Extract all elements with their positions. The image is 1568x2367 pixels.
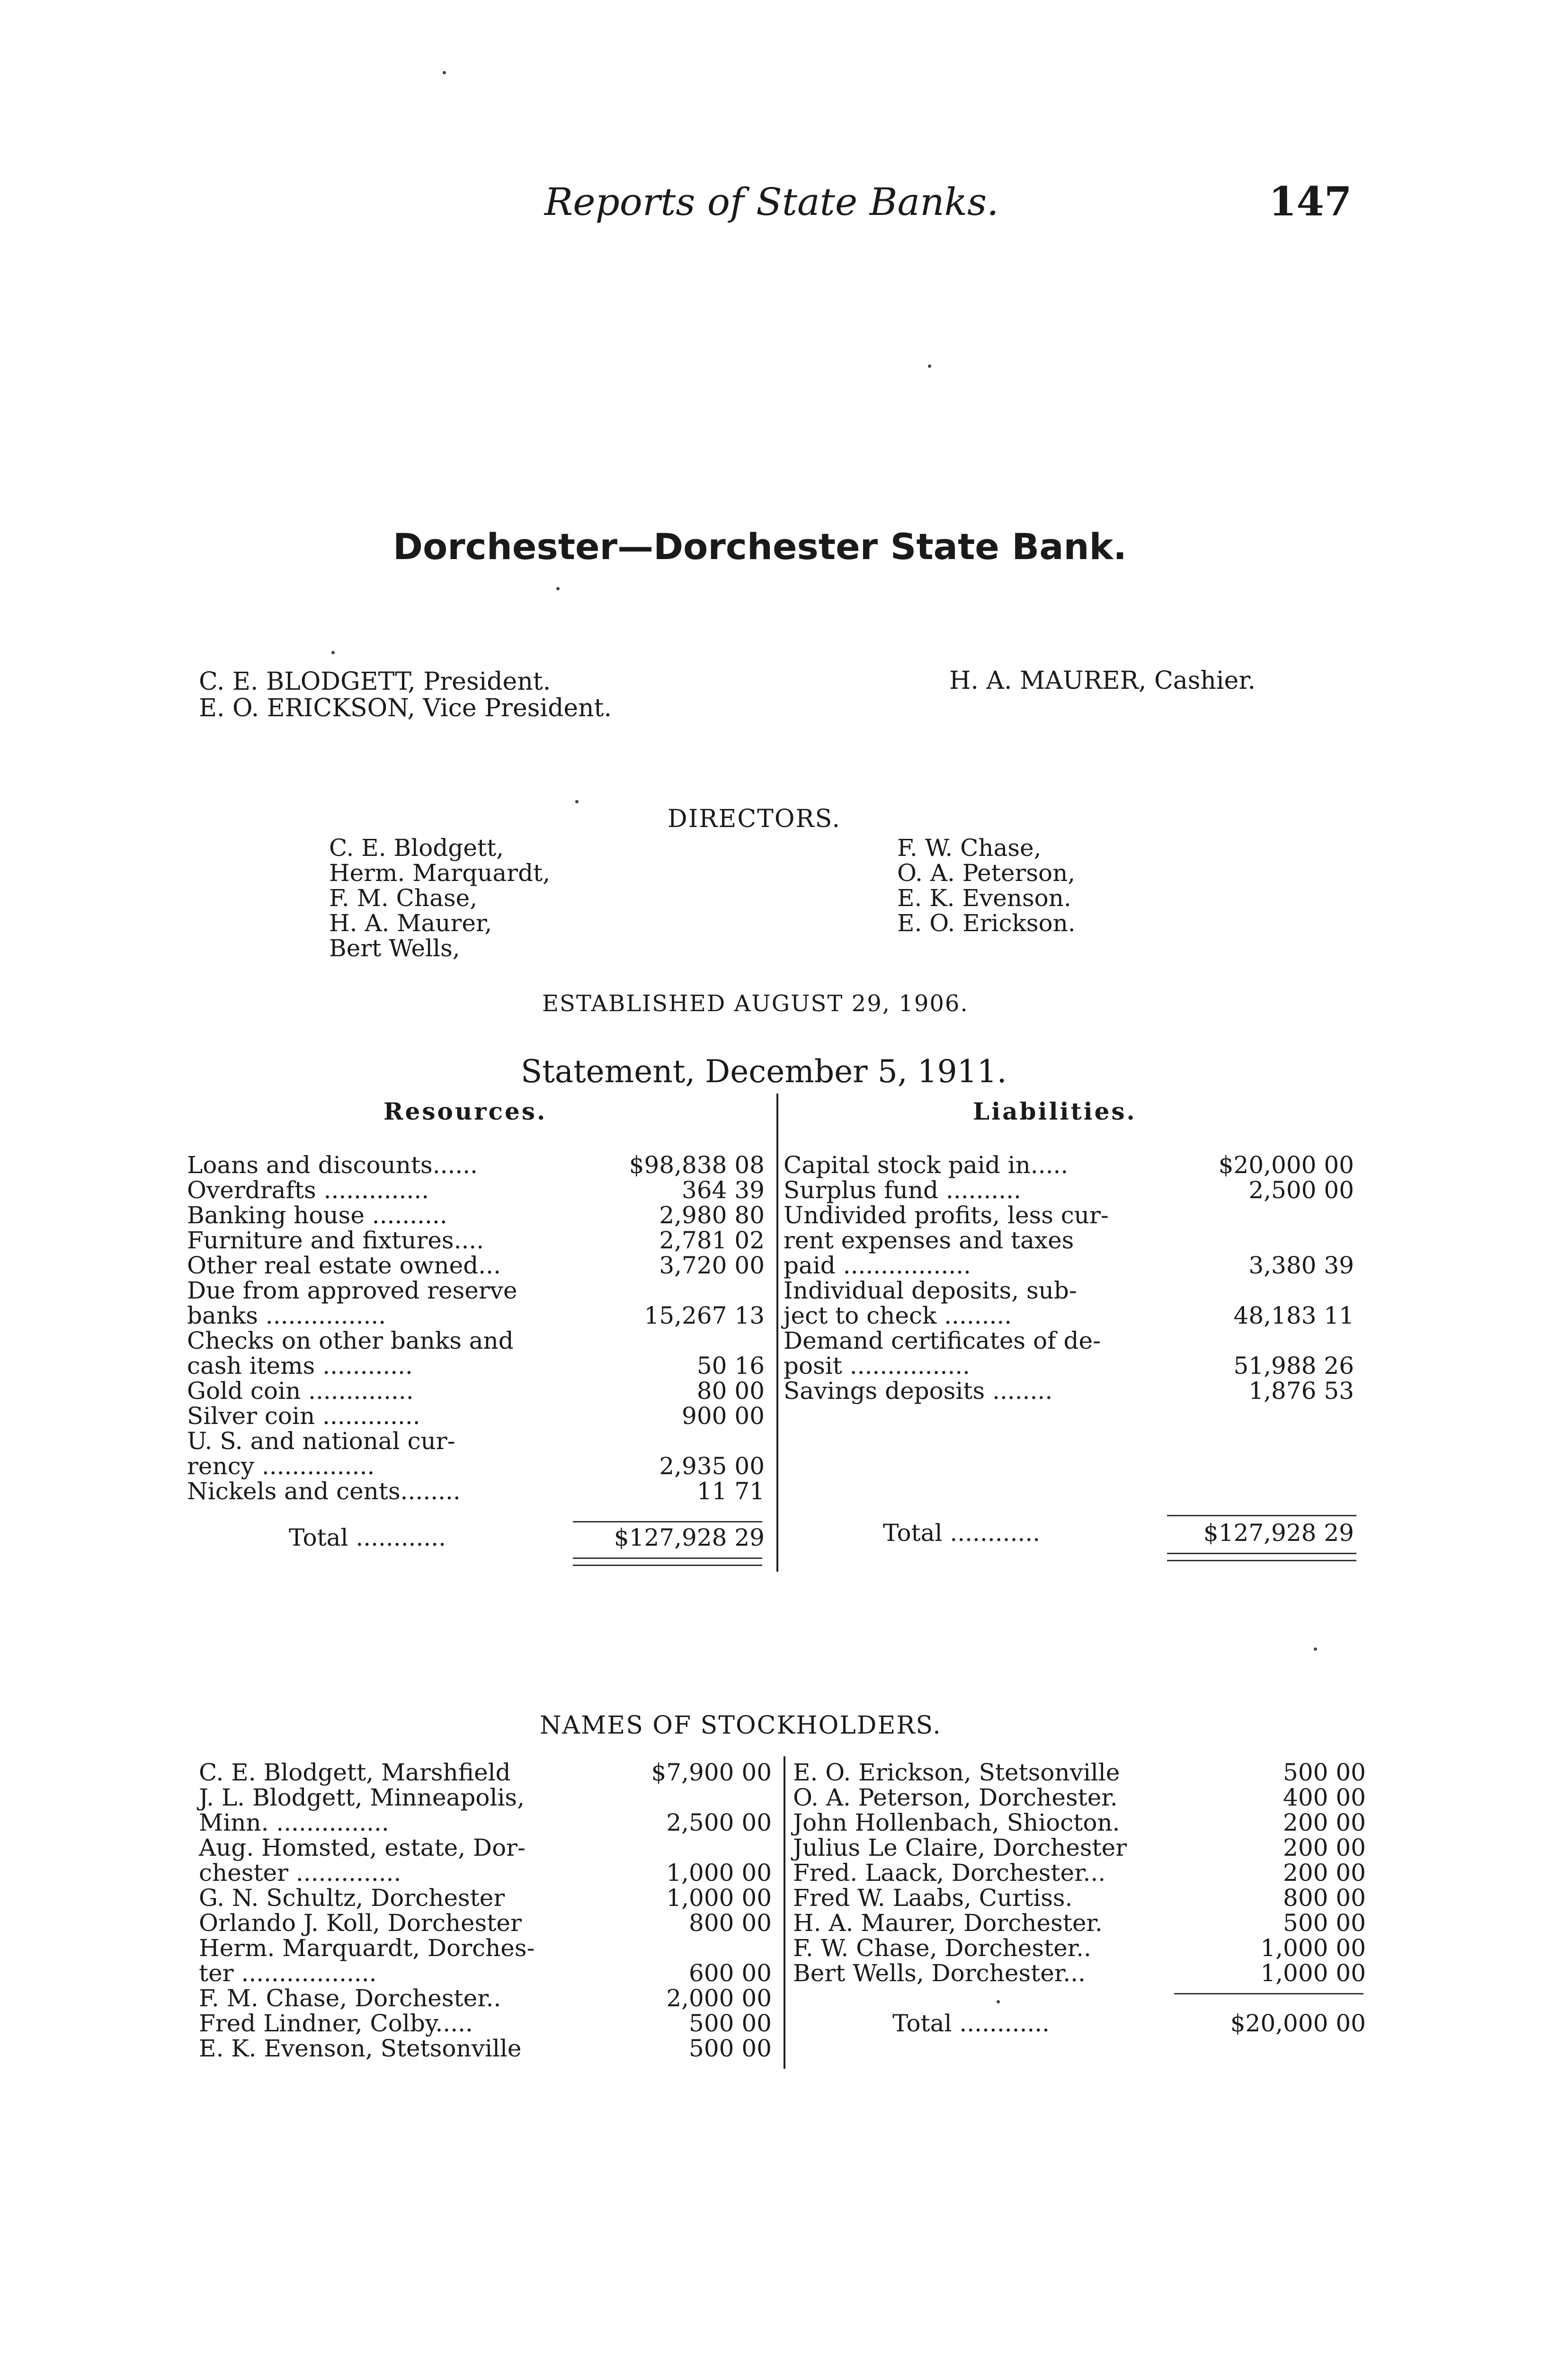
row-amount: 3,380 39 xyxy=(1248,1252,1354,1279)
stockholder-name: F. M. Chase, Dorchester.. xyxy=(199,1984,501,2012)
officer-vice-president: E. O. ERICKSON, Vice President. xyxy=(199,694,612,722)
statement-column-rule xyxy=(776,1094,778,1572)
table-row xyxy=(187,1253,765,1278)
row-amount: 2,935 00 xyxy=(659,1452,765,1480)
table-row xyxy=(784,1178,1354,1203)
row-label: banks ................ xyxy=(187,1302,386,1329)
stockholder-name: E. O. Erickson, Stetsonville xyxy=(793,1759,1120,1786)
stockholder-amount: 1,000 00 xyxy=(666,1859,772,1886)
list-item xyxy=(199,1936,772,1961)
total-row xyxy=(892,2011,1366,2036)
stockholder-name: Fred W. Laabs, Curtiss. xyxy=(793,1884,1073,1912)
stockholder-amount: 200 00 xyxy=(1283,1859,1366,1886)
row-label: Nickels and cents........ xyxy=(187,1477,461,1505)
total-row xyxy=(883,1521,1354,1546)
director-name: C. E. Blodgett, xyxy=(329,834,504,862)
scan-speck xyxy=(928,365,931,368)
stockholder-amount: 2,500 00 xyxy=(666,1809,772,1836)
stockholders-column-rule xyxy=(784,1756,785,2069)
table-row xyxy=(784,1303,1354,1328)
stockholder-name: Fred. Laack, Dorchester... xyxy=(793,1859,1106,1886)
table-row xyxy=(784,1203,1354,1228)
row-amount: 2,781 02 xyxy=(659,1227,765,1254)
stockholder-amount: 2,000 00 xyxy=(666,1984,772,2012)
list-item xyxy=(793,1961,1366,1986)
liabilities-total-amount: $127,928 29 xyxy=(1203,1519,1354,1547)
statement-title: Statement, December 5, 1911. xyxy=(521,1053,1007,1090)
list-item xyxy=(199,1886,772,1911)
row-label: Overdrafts .............. xyxy=(187,1176,429,1204)
scan-speck xyxy=(1314,1647,1317,1651)
row-label: Silver coin ............. xyxy=(187,1402,420,1430)
table-row xyxy=(187,1153,765,1178)
table-row xyxy=(187,1429,765,1454)
stockholder-name: Herm. Marquardt, Dorches- xyxy=(199,1934,535,1962)
table-row xyxy=(187,1278,765,1303)
stockholder-amount: 800 00 xyxy=(1283,1884,1366,1912)
list-item xyxy=(793,1810,1366,1835)
row-amount: $98,838 08 xyxy=(629,1151,765,1179)
row-label: Savings deposits ........ xyxy=(784,1377,1053,1405)
row-amount: 900 00 xyxy=(682,1402,765,1430)
list-item xyxy=(793,1860,1366,1886)
row-label: U. S. and national cur- xyxy=(187,1427,455,1455)
officers-left xyxy=(199,668,612,721)
resources-table xyxy=(187,1153,765,1504)
row-label: Capital stock paid in..... xyxy=(784,1151,1069,1179)
row-label: Undivided profits, less cur- xyxy=(784,1201,1109,1229)
stockholder-name: Orlando J. Koll, Dorchester xyxy=(199,1909,522,1937)
scan-speck xyxy=(997,2000,1000,2003)
row-label: Due from approved reserve xyxy=(187,1277,517,1304)
directors-left-list xyxy=(329,836,550,961)
stockholders-heading: NAMES OF STOCKHOLDERS. xyxy=(540,1711,942,1740)
director-name: Herm. Marquardt, xyxy=(329,859,551,887)
row-label: Loans and discounts...... xyxy=(187,1151,478,1179)
row-amount: 2,500 00 xyxy=(1248,1176,1354,1204)
stockholders-right-list xyxy=(793,1760,1366,1986)
table-row xyxy=(784,1328,1354,1353)
row-amount: 11 71 xyxy=(696,1477,765,1505)
stockholder-amount: 200 00 xyxy=(1283,1809,1366,1836)
row-amount: 51,988 26 xyxy=(1233,1352,1354,1379)
scan-speck xyxy=(331,651,335,654)
running-title: Reports of State Banks. xyxy=(544,180,999,224)
directors-heading: DIRECTORS. xyxy=(668,805,841,833)
row-label: Banking house .......... xyxy=(187,1201,447,1229)
list-item xyxy=(199,2011,772,2036)
table-row xyxy=(187,1454,765,1479)
stockholder-amount: 800 00 xyxy=(689,1909,772,1937)
total-label: Total ............ xyxy=(883,1519,1041,1547)
list-item xyxy=(199,1860,772,1886)
stockholder-amount: 200 00 xyxy=(1283,1834,1366,1861)
director-name: O. A. Peterson, xyxy=(897,859,1076,887)
stockholder-amount: 400 00 xyxy=(1283,1784,1366,1811)
row-amount: 50 16 xyxy=(696,1352,765,1379)
stockholder-name: H. A. Maurer, Dorchester. xyxy=(793,1909,1103,1937)
table-row xyxy=(784,1278,1354,1303)
table-row xyxy=(187,1353,765,1379)
row-label: rent expenses and taxes xyxy=(784,1227,1074,1254)
list-item xyxy=(199,1835,772,1860)
table-row xyxy=(187,1328,765,1353)
stockholder-name: C. E. Blodgett, Marshfield xyxy=(199,1759,511,1786)
stockholder-amount: 1,000 00 xyxy=(666,1884,772,1912)
scan-speck xyxy=(556,587,560,590)
list-item xyxy=(793,1886,1366,1911)
established-line: ESTABLISHED AUGUST 29, 1906. xyxy=(542,990,969,1017)
director-name: H. A. Maurer, xyxy=(329,909,492,937)
director-name: Bert Wells, xyxy=(329,934,460,962)
liabilities-total-row xyxy=(883,1521,1354,1546)
total-label: Total ............ xyxy=(892,2010,1050,2037)
stockholder-amount: 1,000 00 xyxy=(1260,1934,1366,1962)
row-amount: 3,720 00 xyxy=(659,1252,765,1279)
table-row xyxy=(784,1353,1354,1379)
row-amount: 2,980 80 xyxy=(659,1201,765,1229)
stockholder-name: John Hollenbach, Shiocton. xyxy=(793,1809,1120,1836)
liabilities-total-double-rule xyxy=(1167,1553,1356,1561)
stockholder-name: Aug. Homsted, estate, Dor- xyxy=(199,1834,526,1861)
stockholders-left-list xyxy=(199,1760,772,2061)
stockholder-amount: 500 00 xyxy=(689,2010,772,2037)
row-label: Demand certificates of de- xyxy=(784,1327,1101,1354)
row-label: Gold coin .............. xyxy=(187,1377,414,1405)
stockholder-amount: 500 00 xyxy=(689,2035,772,2062)
stockholder-name: F. W. Chase, Dorchester.. xyxy=(793,1934,1091,1962)
stockholder-name: Bert Wells, Dorchester... xyxy=(793,1959,1086,1987)
list-item xyxy=(793,1835,1366,1860)
stockholder-name: O. A. Peterson, Dorchester. xyxy=(793,1784,1118,1811)
list-item xyxy=(199,1961,772,1986)
officer-president: C. E. BLODGETT, President. xyxy=(199,667,551,696)
row-amount: 48,183 11 xyxy=(1233,1302,1354,1329)
total-label: Total ............ xyxy=(289,1524,446,1551)
row-amount: $20,000 00 xyxy=(1218,1151,1354,1179)
row-label: ject to check ......... xyxy=(784,1302,1012,1329)
list-item xyxy=(793,1785,1366,1810)
stockholder-amount: 500 00 xyxy=(1283,1759,1366,1786)
row-label: Surplus fund .......... xyxy=(784,1176,1021,1204)
resources-total-rule xyxy=(573,1521,762,1522)
row-label: cash items ............ xyxy=(187,1352,413,1379)
list-item xyxy=(199,1810,772,1835)
stockholder-name: E. K. Evenson, Stetsonville xyxy=(199,2035,522,2062)
row-label: paid ................. xyxy=(784,1252,971,1279)
list-item xyxy=(793,1760,1366,1785)
officer-cashier: H. A. MAURER, Cashier. xyxy=(949,667,1256,695)
stockholder-name: chester .............. xyxy=(199,1859,401,1886)
row-label: Checks on other banks and xyxy=(187,1327,514,1354)
resources-total-double-rule xyxy=(573,1557,762,1566)
list-item xyxy=(199,1785,772,1810)
page-number: 147 xyxy=(1269,178,1352,225)
stockholder-amount: 1,000 00 xyxy=(1260,1959,1366,1987)
list-item xyxy=(199,2036,772,2061)
table-row xyxy=(187,1404,765,1429)
row-label: rency ............... xyxy=(187,1452,375,1480)
stockholder-name: J. L. Blodgett, Minneapolis, xyxy=(199,1784,525,1811)
liabilities-heading: Liabilities. xyxy=(973,1097,1137,1125)
stockholders-total-amount: $20,000 00 xyxy=(1230,2010,1366,2037)
table-row xyxy=(187,1303,765,1328)
list-item xyxy=(199,1911,772,1936)
row-label: Individual deposits, sub- xyxy=(784,1277,1077,1304)
row-label: posit ................ xyxy=(784,1352,971,1379)
table-row xyxy=(187,1379,765,1404)
list-item xyxy=(793,1911,1366,1936)
table-row xyxy=(187,1203,765,1228)
liabilities-table xyxy=(784,1153,1354,1404)
row-amount: 15,267 13 xyxy=(644,1302,765,1329)
director-name: F. W. Chase, xyxy=(897,834,1042,862)
stockholder-amount: 600 00 xyxy=(689,1959,772,1987)
table-row xyxy=(187,1228,765,1253)
row-amount: 80 00 xyxy=(696,1377,765,1405)
director-name: F. M. Chase, xyxy=(329,884,478,912)
table-row xyxy=(784,1253,1354,1278)
stockholders-total-rule xyxy=(1174,1993,1363,1994)
row-amount: 364 39 xyxy=(682,1176,765,1204)
table-row xyxy=(784,1379,1354,1404)
director-name: E. K. Evenson. xyxy=(897,884,1071,912)
table-row xyxy=(784,1153,1354,1178)
row-amount: 1,876 53 xyxy=(1248,1377,1354,1405)
stockholder-name: Minn. ............... xyxy=(199,1809,389,1836)
table-row xyxy=(187,1479,765,1504)
table-row xyxy=(187,1178,765,1203)
stockholders-total-row xyxy=(892,2011,1366,2036)
list-item xyxy=(793,1936,1366,1961)
stockholder-amount: 500 00 xyxy=(1283,1909,1366,1937)
stockholder-name: Fred Lindner, Colby..... xyxy=(199,2010,473,2037)
row-label: Furniture and fixtures.... xyxy=(187,1227,484,1254)
list-item xyxy=(199,1760,772,1785)
scan-speck xyxy=(443,71,446,74)
stockholder-name: G. N. Schultz, Dorchester xyxy=(199,1884,505,1912)
directors-right-list xyxy=(897,836,1076,936)
list-item xyxy=(199,1986,772,2011)
resources-total-row xyxy=(289,1525,765,1550)
resources-total-amount: $127,928 29 xyxy=(614,1524,765,1551)
scan-speck xyxy=(575,800,579,803)
director-name: E. O. Erickson. xyxy=(897,909,1076,937)
total-row xyxy=(289,1525,765,1550)
stockholder-amount: $7,900 00 xyxy=(651,1759,772,1786)
bank-title: Dorchester—Dorchester State Bank. xyxy=(393,525,1127,568)
stockholder-name: ter .................. xyxy=(199,1959,377,1987)
resources-heading: Resources. xyxy=(383,1097,547,1125)
table-row xyxy=(784,1228,1354,1253)
row-label: Other real estate owned... xyxy=(187,1252,501,1279)
liabilities-total-rule xyxy=(1167,1515,1356,1516)
stockholder-name: Julius Le Claire, Dorchester xyxy=(793,1834,1127,1861)
